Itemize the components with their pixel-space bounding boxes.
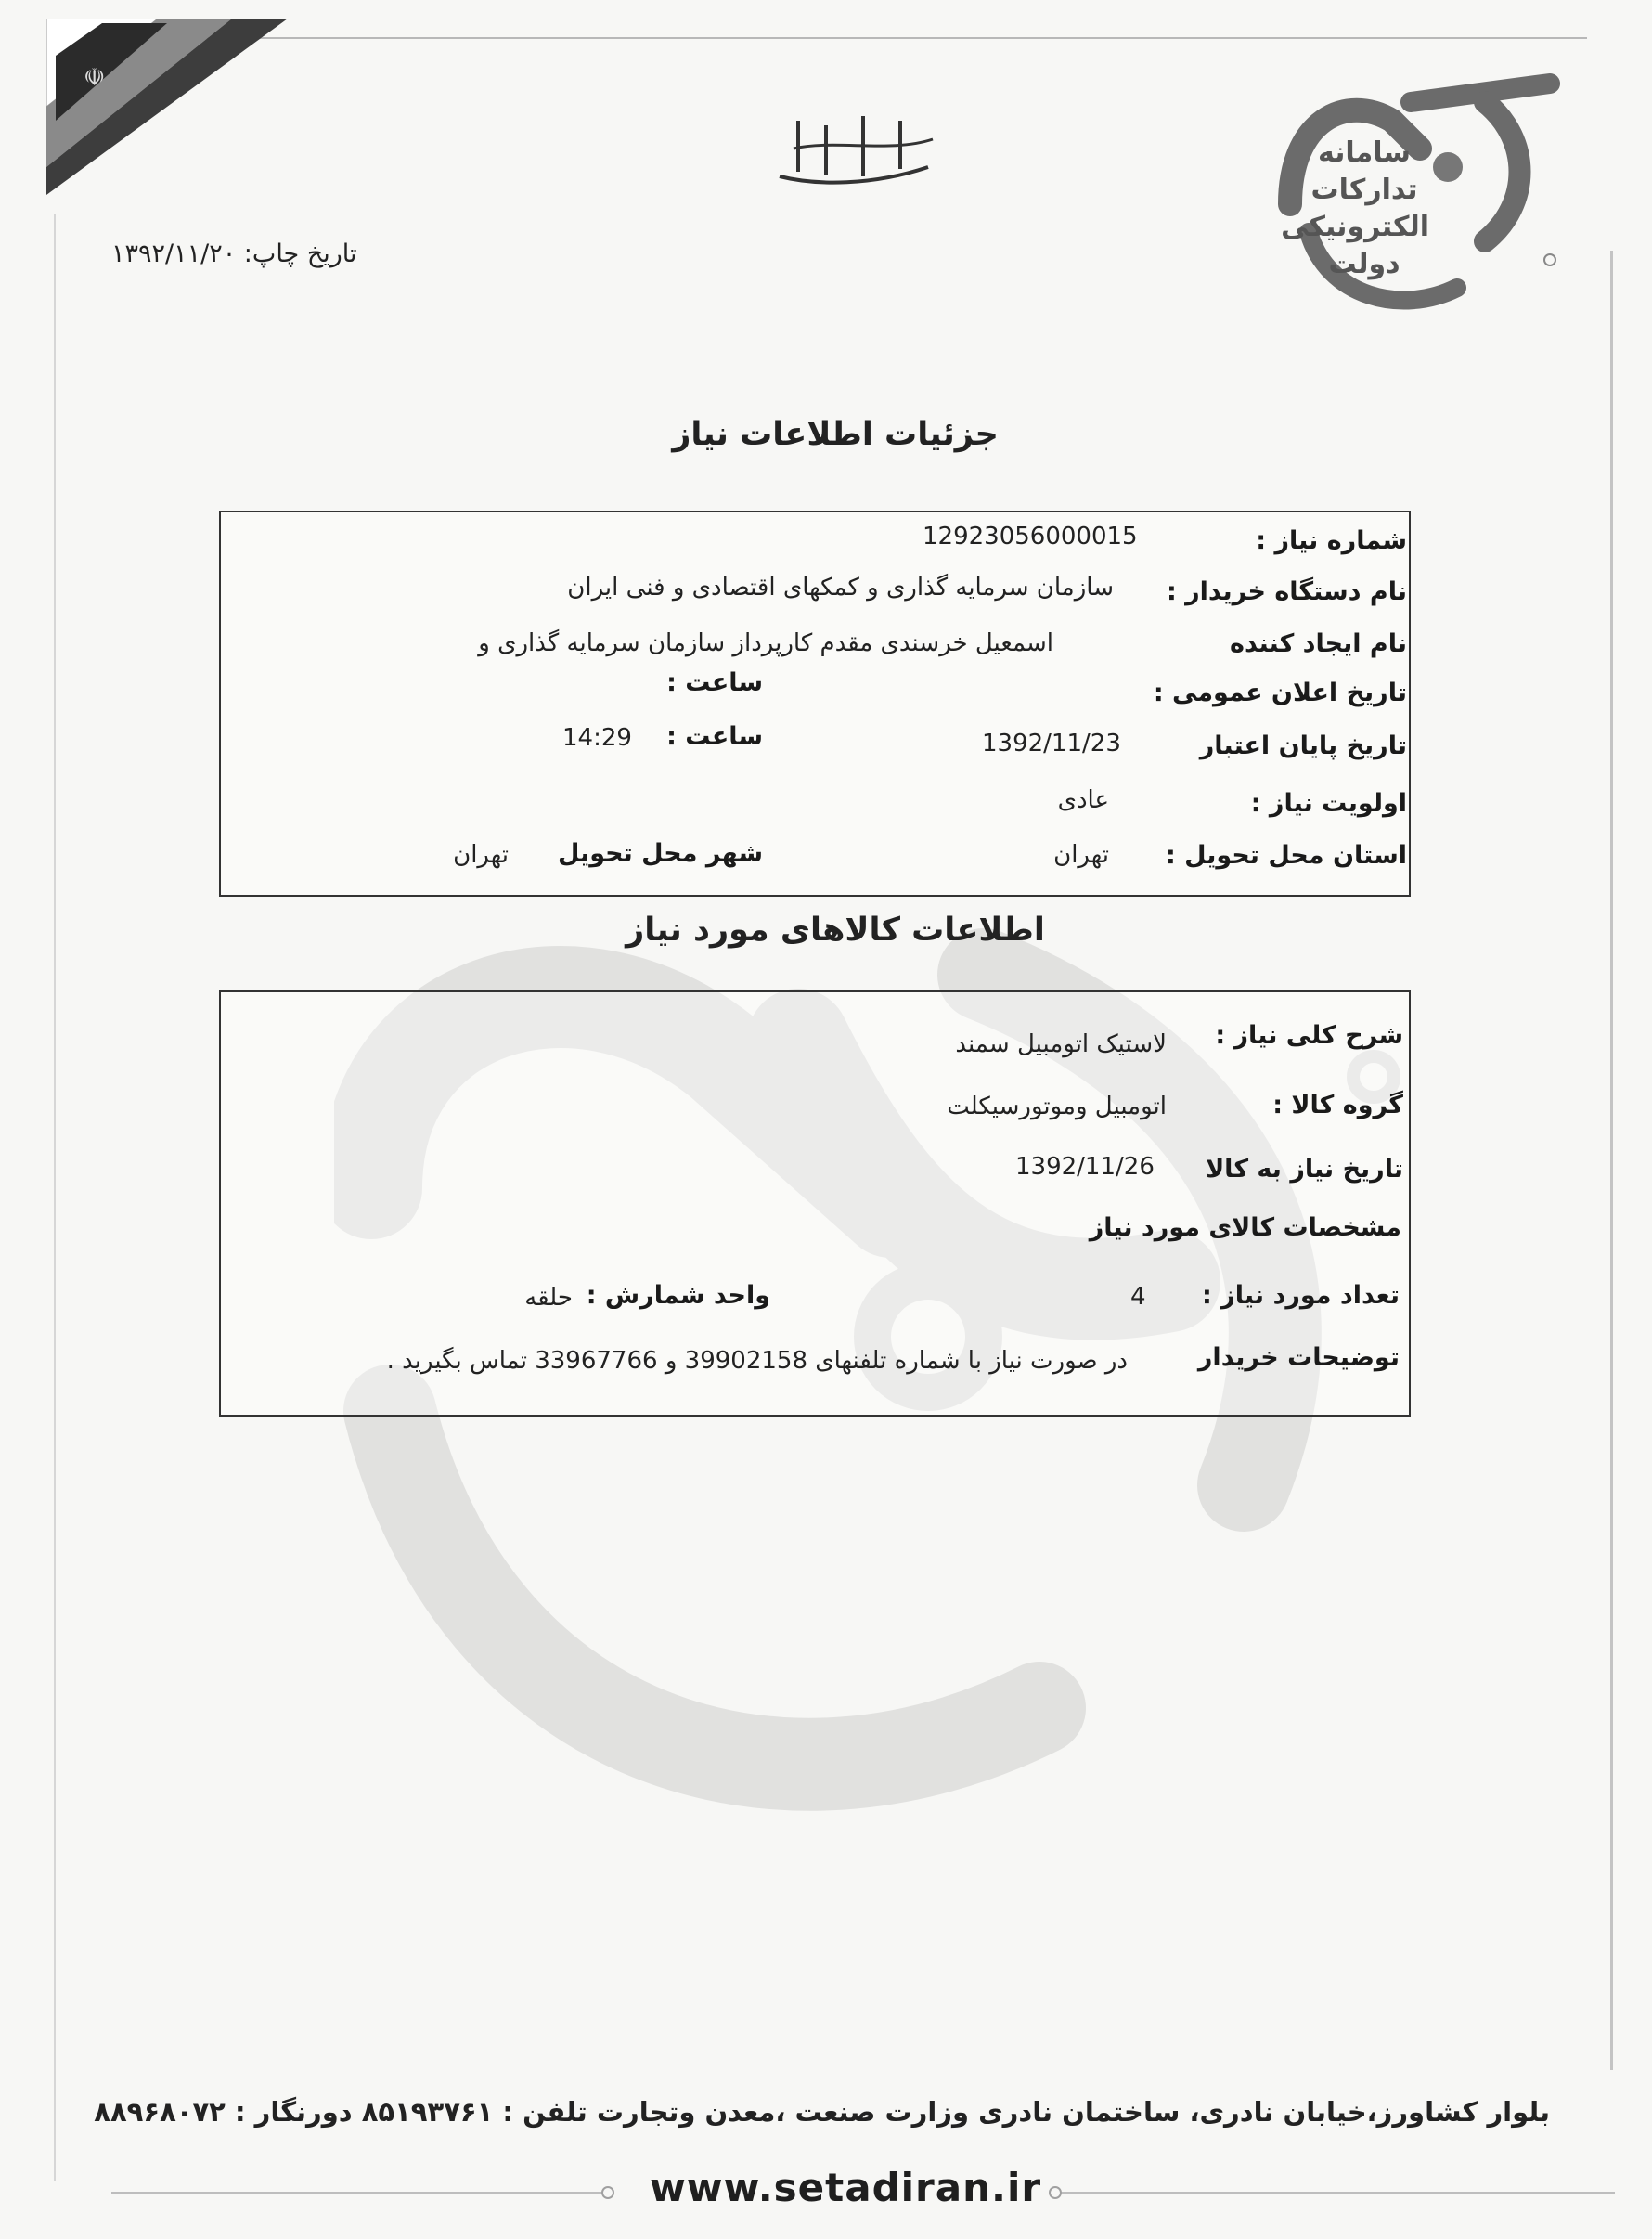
frame-left-line <box>54 214 56 2181</box>
footer-dot-left <box>601 2186 614 2199</box>
footer-rule-left <box>111 2192 613 2194</box>
creator-label: نام ایجاد کننده <box>1230 629 1407 658</box>
buyer-org-label: نام دستگاه خریدار : <box>1166 577 1407 606</box>
need-number-label: شماره نیاز : <box>1256 526 1407 555</box>
need-date-value: 1392/11/26 <box>1015 1153 1155 1181</box>
validity-time-value: 14:29 <box>562 724 632 752</box>
website-link[interactable]: www.setadiran.ir <box>650 2165 1042 2210</box>
validity-end-label: تاریخ پایان اعتبار <box>1199 731 1407 760</box>
need-date-label: تاریخ نیاز به کالا <box>1206 1155 1403 1184</box>
announce-time-label: ساعت : <box>666 668 763 697</box>
quantity-value: 4 <box>1130 1283 1146 1311</box>
buyer-org-value: سازمان سرمایه گذاری و کمکهای اقتصادی و فنی ایران <box>567 574 1114 602</box>
validity-end-date: 1392/11/23 <box>982 730 1121 757</box>
specs-label: مشخصات کالای مورد نیاز <box>1089 1213 1401 1242</box>
city-label: شهر محل تحویل <box>557 839 763 868</box>
section-title-goods-info: اطلاعات کالاهای مورد نیاز <box>626 912 1045 949</box>
logo-caption: سامانه تدارکات الکترونیکی دولت <box>1281 136 1429 280</box>
footer-rule-right <box>1058 2192 1615 2194</box>
section-title-need-details: جزئیات اطلاعات نیاز <box>672 416 999 453</box>
quantity-label: تعداد مورد نیاز : <box>1202 1281 1400 1310</box>
priority-value: عادی <box>1057 786 1109 814</box>
print-date: تاریخ چاپ: ۱۳۹۲/۱۱/۲۰ <box>111 239 357 268</box>
iran-emblem-flag <box>46 19 288 195</box>
svg-text:☫: ☫ <box>84 64 106 92</box>
footer-address: بلوار کشاورز،خیابان نادری، ساختمان نادری وزارت صنعت ،معدن وتجارت تلفن : ۸۵۱۹۳۷۶۱ دورنگار : ۸۸۹۶۸۰۷۲ <box>94 2096 1550 2128</box>
footer-dot-right <box>1049 2186 1062 2199</box>
goods-group-value: اتومبیل وموتورسیکلت <box>947 1093 1167 1120</box>
province-value: تهران <box>1053 841 1109 869</box>
announce-date-label: تاریخ اعلان عمومی : <box>1153 679 1407 707</box>
creator-value: اسمعیل خرسندی مقدم کارپرداز سازمان سرمایه گذاری و <box>478 629 1053 657</box>
need-number-value: 12923056000015 <box>923 523 1138 550</box>
general-desc-value: لاستیک اتومبیل سمند <box>955 1030 1167 1058</box>
frame-top-line <box>195 37 1587 39</box>
buyer-notes-value: در صورت نیاز با شماره تلفنهای 39902158 و 33967766 تماس بگیرید . <box>386 1347 1128 1375</box>
priority-label: اولویت نیاز : <box>1250 789 1407 818</box>
city-value: تهران <box>453 841 509 869</box>
basmala-calligraphy <box>761 102 947 204</box>
buyer-notes-label: توضیحات خریدار <box>1197 1343 1400 1372</box>
unit-value: حلقه <box>524 1284 573 1312</box>
general-desc-label: شرح کلی نیاز : <box>1215 1021 1403 1050</box>
goods-group-label: گروه کالا : <box>1272 1091 1403 1120</box>
frame-right-line <box>1610 251 1613 2070</box>
validity-time-label: ساعت : <box>666 722 763 751</box>
unit-label: واحد شمارش : <box>586 1281 770 1310</box>
province-label: استان محل تحویل : <box>1165 841 1407 870</box>
